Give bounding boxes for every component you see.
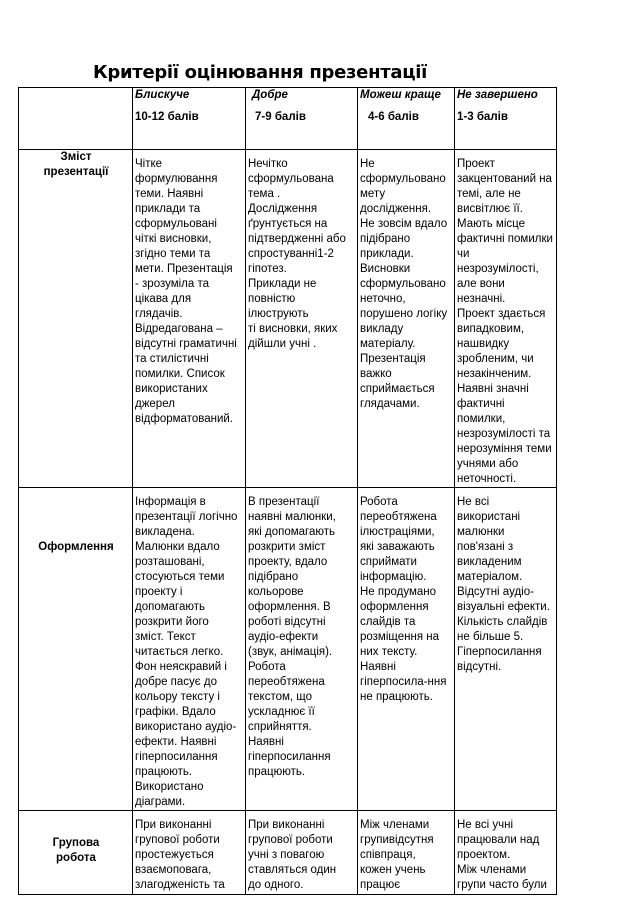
criteria-table — [18, 87, 557, 895]
column-points-excellent: 10-12 балів — [133, 110, 246, 150]
groupwork-cell-not-finished: Не всі учні працювали над проектом. Між членами групи часто були — [455, 811, 557, 895]
row-label-content: Зміст презентації — [19, 150, 133, 488]
groupwork-cell-can-better: Між членами групивідсутня співпраця, кожен учень працює — [358, 811, 455, 895]
column-points-can-better: 4-6 балів — [358, 110, 455, 150]
column-name-not-finished: Не завершено — [455, 88, 557, 110]
design-cell-not-finished: Не всі використані малюнки пов'язані з викладеним матеріалом. Відсутні аудіо- візуальні ефекти. Кількість слайдів не більше 5. Гіперпосилання відсутні. — [455, 488, 557, 811]
column-name-excellent: Блискуче — [133, 88, 246, 110]
row-label-groupwork: Групова робота — [19, 811, 133, 895]
page-title: Критерії оцінювання презентації — [93, 62, 427, 83]
design-cell-excellent: Інформація в презентації логічно викладена. Малюнки вдало розташовані, стосуються теми проекту і допомагають розкрити його зміст. Текст читається легко. Фон неяскравий і добре пасує до кольору тексту і графіки. Вдало використано аудіо- ефекти. Наявні гіперпосилання працюють. Використано діаграми. — [133, 488, 246, 811]
header-row-names — [19, 88, 557, 110]
criteria-row-groupwork — [19, 811, 557, 895]
groupwork-cell-good: При виконанні групової роботи учні з повагою ставляться один до одного. — [246, 811, 358, 895]
content-cell-good: Нечітко сформульована тема . Дослідження ґрунтується на підтвердженні або спростуванні1-2 гіпотез. Приклади не повністю ілюструють ті висновки, яких дійшли учні . — [246, 150, 358, 488]
criteria-row-design — [19, 488, 557, 811]
row-label-design: Оформлення — [19, 488, 133, 811]
header-corner-cell — [19, 88, 133, 150]
column-points-not-finished: 1-3 балів — [455, 110, 557, 150]
design-cell-good: В презентації наявні малюнки, які допомагають розкрити зміст проекту, вдало підібрано кольорове оформлення. В роботі відсутні аудіо-ефекти (звук, анімація). Робота переобтяжена текстом, що ускладнює її сприйняття. Наявні гіперпосилання працюють. — [246, 488, 358, 811]
column-points-good: 7-9 балів — [246, 110, 358, 150]
column-name-can-better: Можеш краще — [358, 88, 455, 110]
content-cell-can-better: Не сформульовано мету дослідження. Не зовсім вдало підібрано приклади. Висновки сформульовано неточно, порушено логіку викладу матеріалу. Презентація важко сприймається глядачами. — [358, 150, 455, 488]
content-cell-not-finished: Проект закцентований на темі, але не висвітлює її. Мають місце фактичні помилки чи незрозумілості, але вони незначні. Проект здається випадковим, нашвидку зробленим, чи незакінченим. Наявні значні фактичні помилки, незрозумілості та нерозуміння теми учнями або неточності. — [455, 150, 557, 488]
design-cell-can-better: Робота переобтяжена ілюстраціями, які заважають сприймати інформацію. Не продумано оформлення слайдів та розміщення на них тексту. Наявні гіперпосила-ння не працюють. — [358, 488, 455, 811]
groupwork-cell-excellent: При виконанні групової роботи простежується взаємоповага, злагодженість та — [133, 811, 246, 895]
content-cell-excellent: Чітке формулювання теми. Наявні приклади та сформульовані чіткі висновки, згідно теми та мети. Презентація - зрозуміла та цікава для глядачів. Відредагована – відсутні граматичні та стилістичні помилки. Список використаних джерел відформатований. — [133, 150, 246, 488]
criteria-row-content — [19, 150, 557, 488]
column-name-good: Добре — [246, 88, 358, 110]
